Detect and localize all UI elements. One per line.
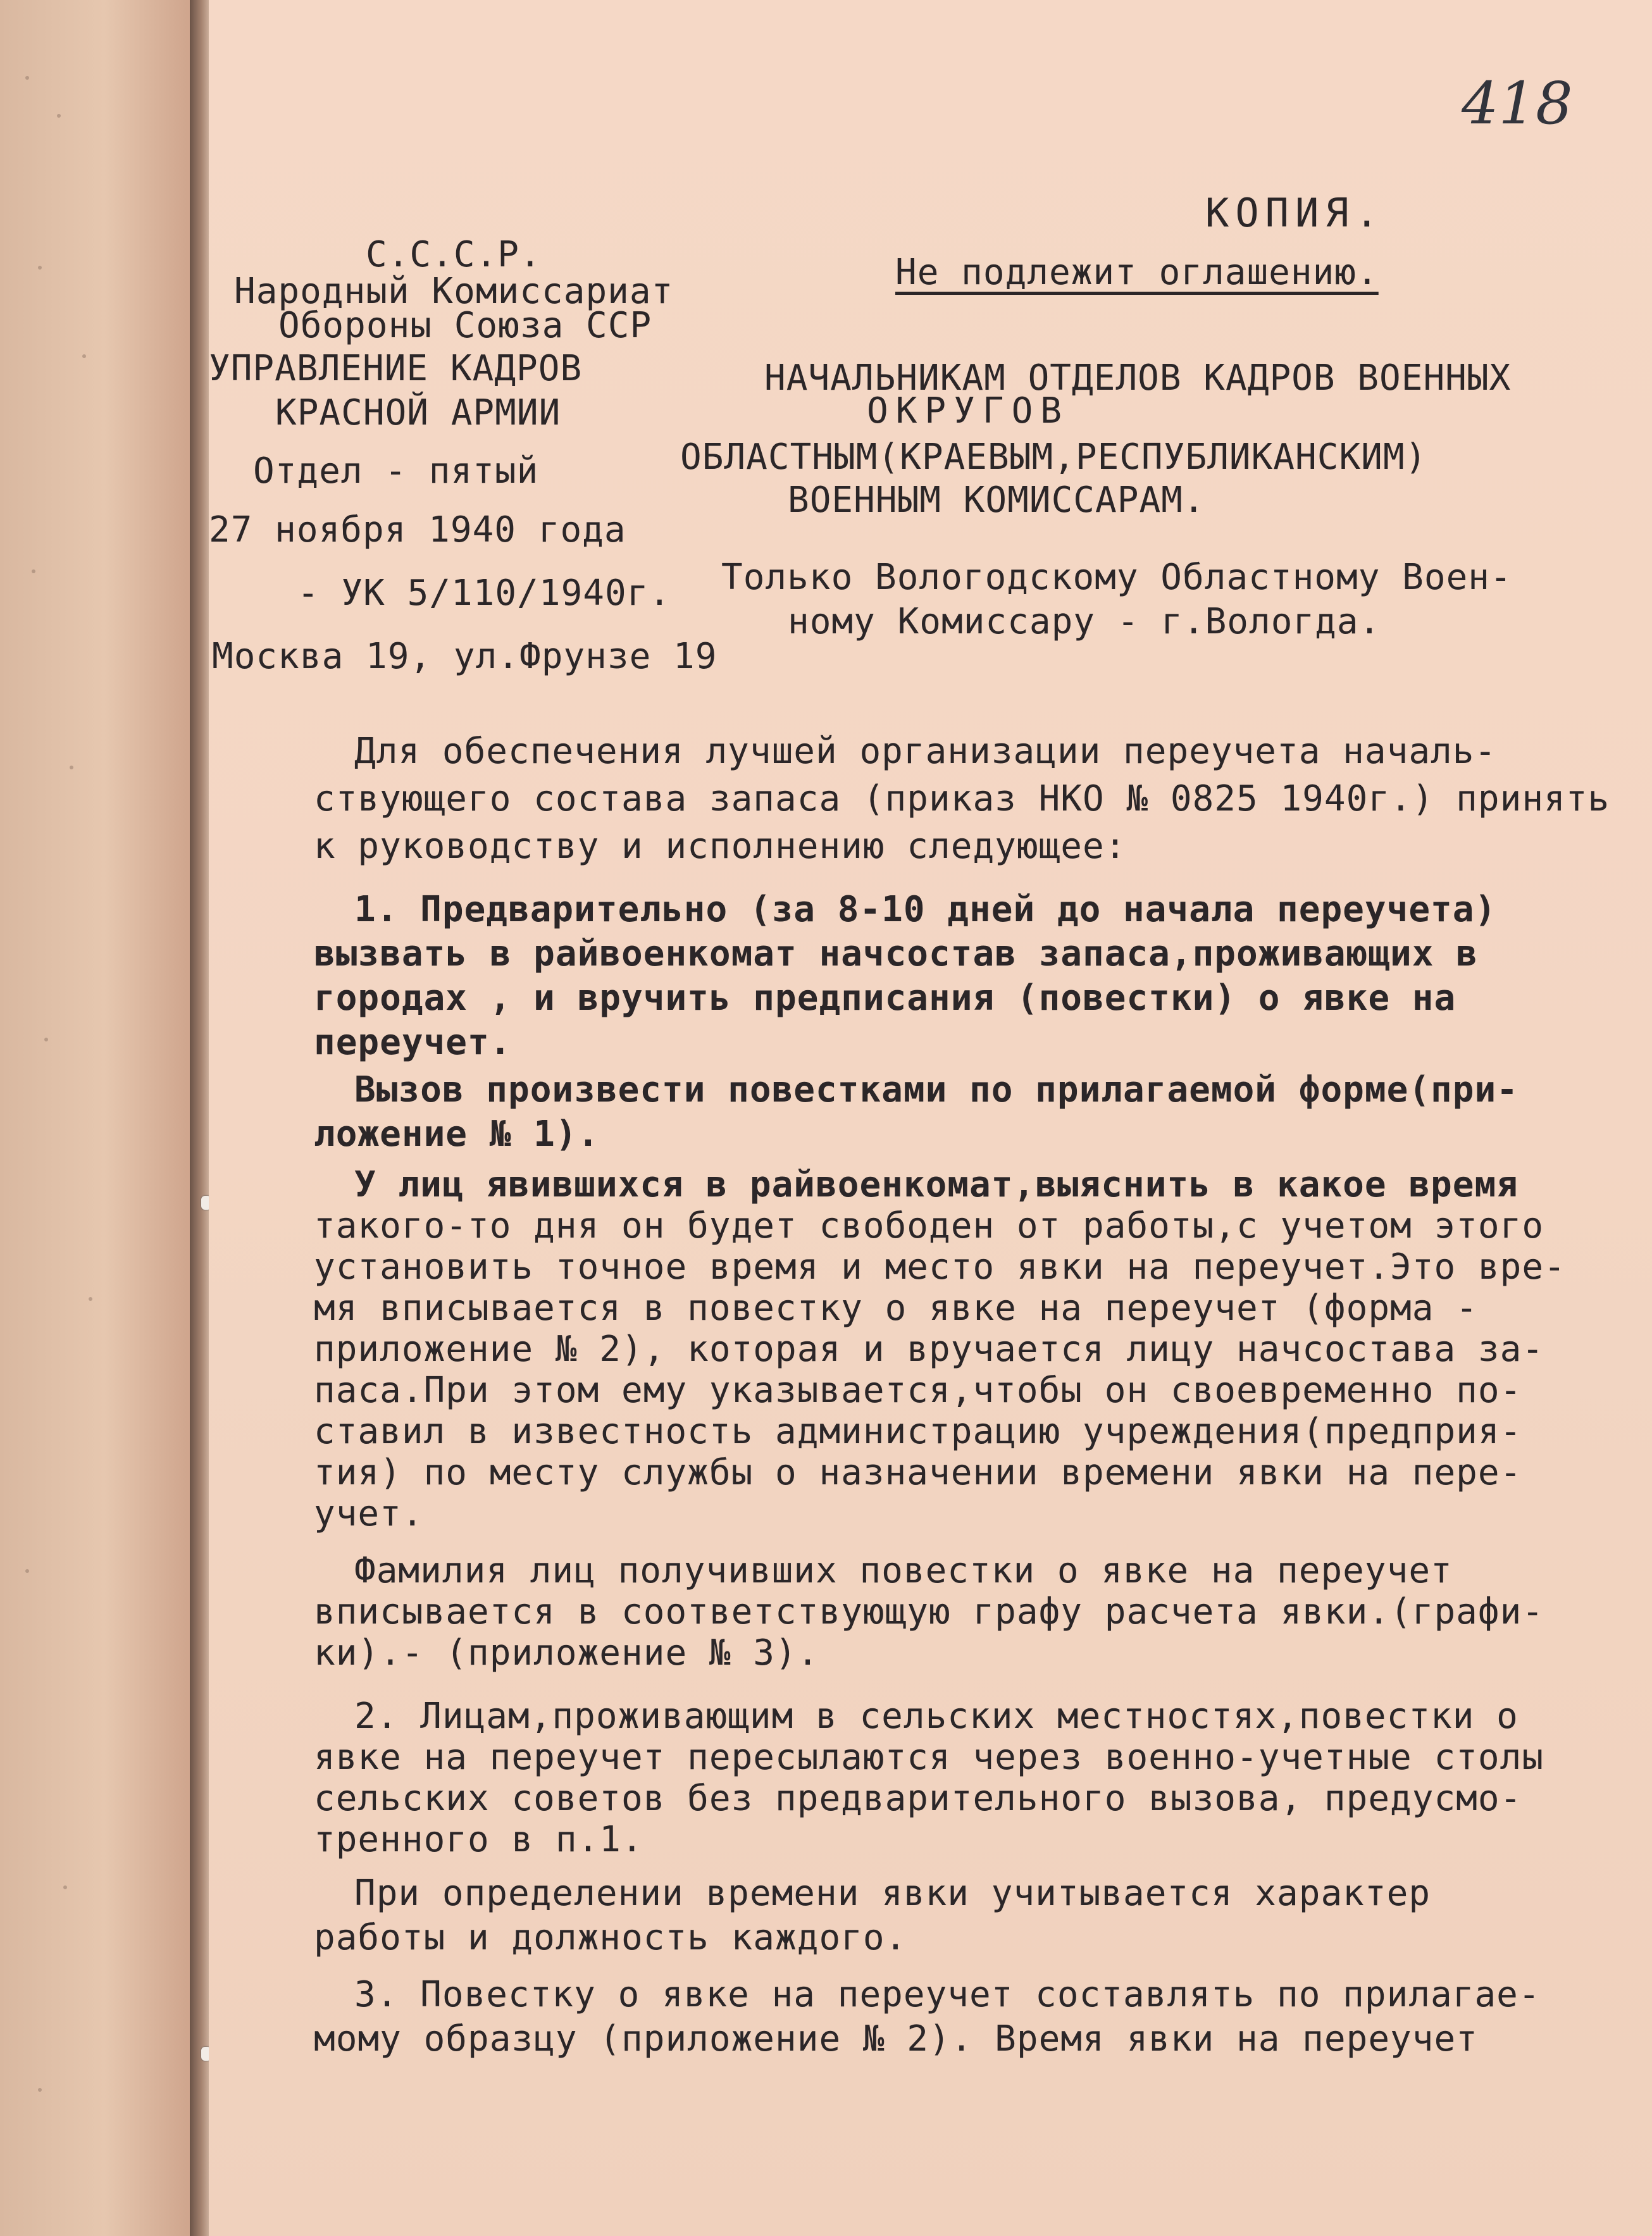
- sender-line-3: УПРАВЛЕНИЕ КАДРОВ: [209, 348, 583, 389]
- previous-page: [0, 0, 190, 2236]
- body-line: Вызов произвести повестками по прилагаемой форме(при-: [354, 1069, 1518, 1110]
- body-line: вызвать в райвоенкомат начсостав запаса,проживающих в: [314, 933, 1478, 974]
- body-line: работы и должность каждого.: [314, 1917, 907, 1958]
- body-line: Фамилия лиц получивших повестки о явке на переучет: [354, 1550, 1453, 1591]
- body-line: такого-то дня он будет свободен от работы,с учетом этого: [314, 1205, 1544, 1246]
- body-line: тренного в п.1.: [314, 1819, 643, 1860]
- sender-department: Отдел - пятый: [253, 450, 539, 492]
- body-line: При определении времени явки учитывается характер: [354, 1873, 1431, 1914]
- sender-line-1: Народный Комиссариат: [234, 271, 674, 312]
- body-line: мя вписывается в повестку о явке на переучет (форма -: [314, 1288, 1478, 1329]
- body-line: приложение № 2), которая и вручается лицу начсостава за-: [314, 1329, 1544, 1370]
- body-line: 3. Повестку о явке на переучет составлять по прилагае-: [354, 1974, 1541, 2015]
- body-line: вписывается в соответствующую графу расчета явки.(графи-: [314, 1591, 1544, 1632]
- addressee-line-3: ОБЛАСТНЫМ(КРАЕВЫМ,РЕСПУБЛИКАНСКИМ): [680, 437, 1427, 478]
- addressee-line-2: ОКРУГОВ: [867, 390, 1070, 432]
- body-line: сельских советов без предварительного вызова, предусмо-: [314, 1778, 1522, 1819]
- letter-date: 27 ноября 1940 года: [209, 509, 626, 550]
- sender-line-2: Обороны Союза ССР: [278, 305, 652, 346]
- addressee-only-line-1: Только Вологодскому Областному Воен-: [721, 557, 1512, 598]
- body-line: ложение № 1).: [314, 1114, 600, 1155]
- sender-country: С.С.С.Р.: [366, 234, 542, 275]
- body-line: учет.: [314, 1493, 424, 1534]
- body-line: 1. Предварительно (за 8-10 дней до начала переучета): [354, 889, 1497, 930]
- letter-number: - УК 5/110/1940г.: [297, 573, 671, 614]
- addressee-line-4: ВОЕННЫМ КОМИССАРАМ.: [788, 480, 1205, 521]
- body-line: тия) по месту службы о назначении времени явки на пере-: [314, 1452, 1522, 1493]
- body-line: Для обеспечения лучшей организации переучета началь-: [354, 731, 1497, 772]
- sender-address: Москва 19, ул.Фрунзе 19: [212, 636, 717, 677]
- body-line: явке на переучет пересылаются через военно-учетные столы: [314, 1737, 1544, 1778]
- secrecy-stamp: Не подлежит оглашению.: [895, 252, 1379, 293]
- body-line: паса.При этом ему указывается,чтобы он своевременно по-: [314, 1370, 1522, 1411]
- sender-line-4: КРАСНОЙ АРМИИ: [275, 392, 561, 433]
- body-line: ставил в известность администрацию учреждения(предприя-: [314, 1411, 1522, 1452]
- body-line: У лиц явившихся в райвоенкомат,выяснить в какое время: [354, 1164, 1518, 1205]
- body-line: переучет.: [314, 1022, 512, 1063]
- body-line: мому образцу (приложение № 2). Время явки на переучет: [314, 2018, 1478, 2059]
- body-line: ствующего состава запаса (приказ НКО № 0825 1940г.) принять: [314, 778, 1610, 819]
- body-line: установить точное время и место явки на переучет.Это вре-: [314, 1246, 1566, 1288]
- addressee-only-line-2: ному Комиссару - г.Вологда.: [788, 601, 1381, 642]
- body-line: ки).- (приложение № 3).: [314, 1632, 819, 1674]
- body-line: 2. Лицам,проживающим в сельских местностях,повестки о: [354, 1696, 1518, 1737]
- body-line: городах , и вручить предписания (повестки) о явке на: [314, 978, 1456, 1019]
- body-line: к руководству и исполнению следующее:: [314, 826, 1127, 867]
- page-number: 418: [1462, 70, 1573, 137]
- addressee-line-1: НАЧАЛЬНИКАМ ОТДЕЛОВ КАДРОВ ВОЕННЫХ: [764, 357, 1512, 399]
- copy-mark: КОПИЯ.: [1205, 190, 1385, 236]
